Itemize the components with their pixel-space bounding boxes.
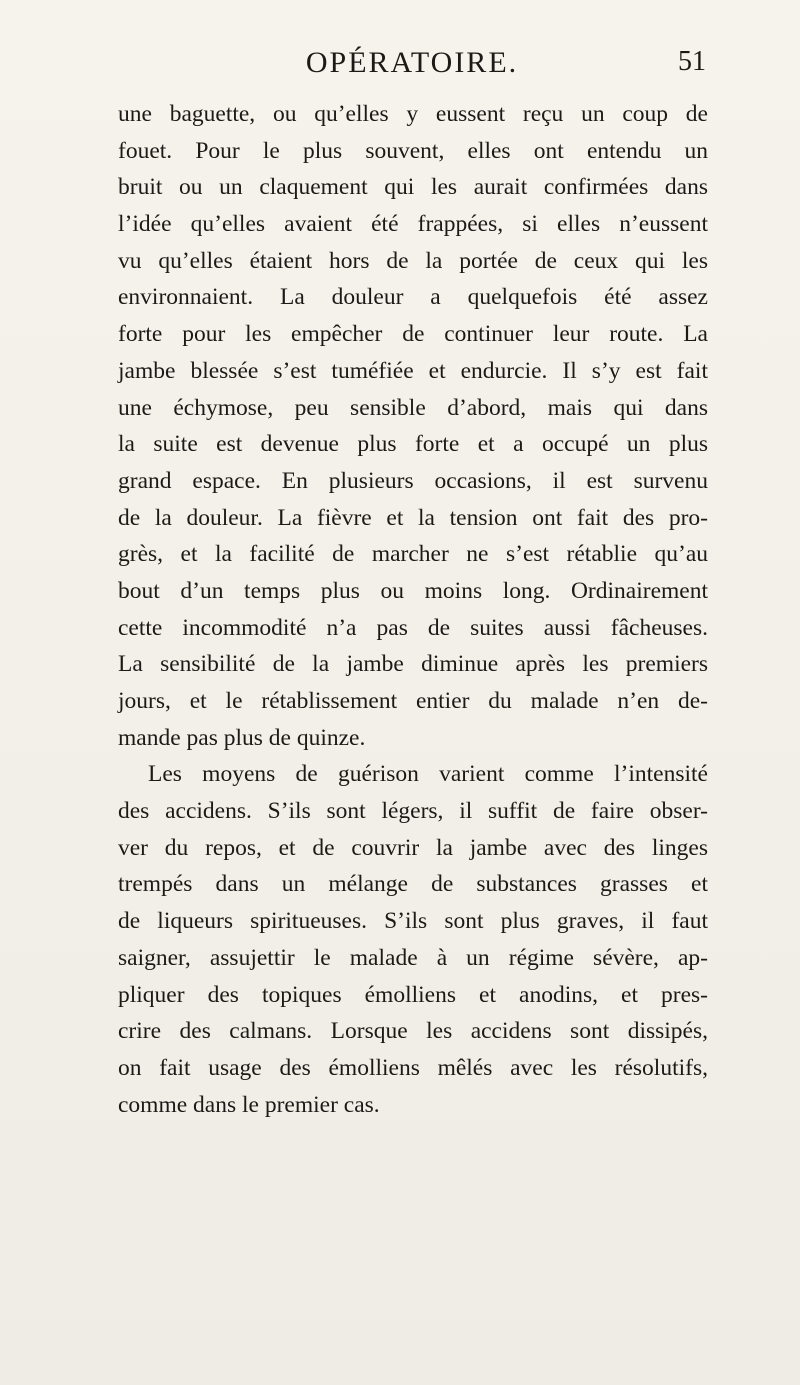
body-text [118, 96, 708, 1123]
text-line: fouet. Pour le plus souvent, elles ont entendu un [118, 137, 708, 164]
text-line: une échymose, peu sensible d’abord, mais qui dans [118, 394, 708, 421]
page-number: 51 [678, 46, 706, 77]
text-line: la suite est devenue plus forte et a occupé un plus [118, 431, 708, 458]
text-line: forte pour les empêcher de continuer leur route. La [118, 321, 708, 348]
text-line: ver du repos, et de couvrir la jambe avec des linges [118, 834, 708, 861]
paragraph-treatment [118, 756, 708, 1123]
text-line: trempés dans un mélange de substances grasses et [118, 871, 708, 898]
text-line: jours, et le rétablissement entier du malade n’en de- [118, 688, 708, 714]
text-line: grand espace. En plusieurs occasions, il est survenu [118, 467, 708, 494]
text-line: pliquer des topiques émolliens et anodins, et pres- [118, 981, 708, 1008]
text-line: La sensibilité de la jambe diminue après les premiers [118, 651, 708, 678]
text-line: des accidens. S’ils sont légers, il suffit de faire obser- [118, 798, 708, 825]
text-line: Les moyens de guérison varient comme l’intensité [148, 761, 708, 788]
text-line: de la douleur. La fièvre et la tension ont fait des pro- [118, 504, 708, 531]
text-line: bruit ou un claquement qui les aurait confirmées dans [118, 174, 708, 201]
text-line: comme dans le premier cas. [118, 1091, 380, 1118]
text-line: bout d’un temps plus ou moins long. Ordinairement [118, 577, 708, 604]
text-line: l’idée qu’elles avaient été frappées, si elles n’eussent [118, 211, 708, 238]
text-line: de liqueurs spiritueuses. S’ils sont plus graves, il faut [118, 908, 708, 935]
text-line: cette incommodité n’a pas de suites aussi fâcheuses. [118, 614, 708, 641]
text-line: grès, et la facilité de marcher ne s’est rétablie qu’au [118, 541, 708, 568]
text-line: environnaient. La douleur a quelquefois été assez [118, 284, 708, 311]
text-line: on fait usage des émolliens mêlés avec les résolutifs, [118, 1054, 708, 1081]
text-line: vu qu’elles étaient hors de la portée de ceux qui les [118, 247, 708, 274]
running-title: OPÉRATOIRE. [305, 46, 519, 79]
paragraph-symptoms [118, 96, 708, 756]
text-line: crire des calmans. Lorsque les accidens sont dissipés, [118, 1018, 708, 1045]
text-line: mande pas plus de quinze. [118, 724, 366, 751]
text-line: une baguette, ou qu’elles y eussent reçu un coup de [118, 101, 708, 127]
running-head [118, 46, 706, 90]
text-line: jambe blessée s’est tuméfiée et endurcie. Il s’y est fait [118, 357, 708, 384]
text-line: saigner, assujettir le malade à un régime sévère, ap- [118, 944, 708, 971]
